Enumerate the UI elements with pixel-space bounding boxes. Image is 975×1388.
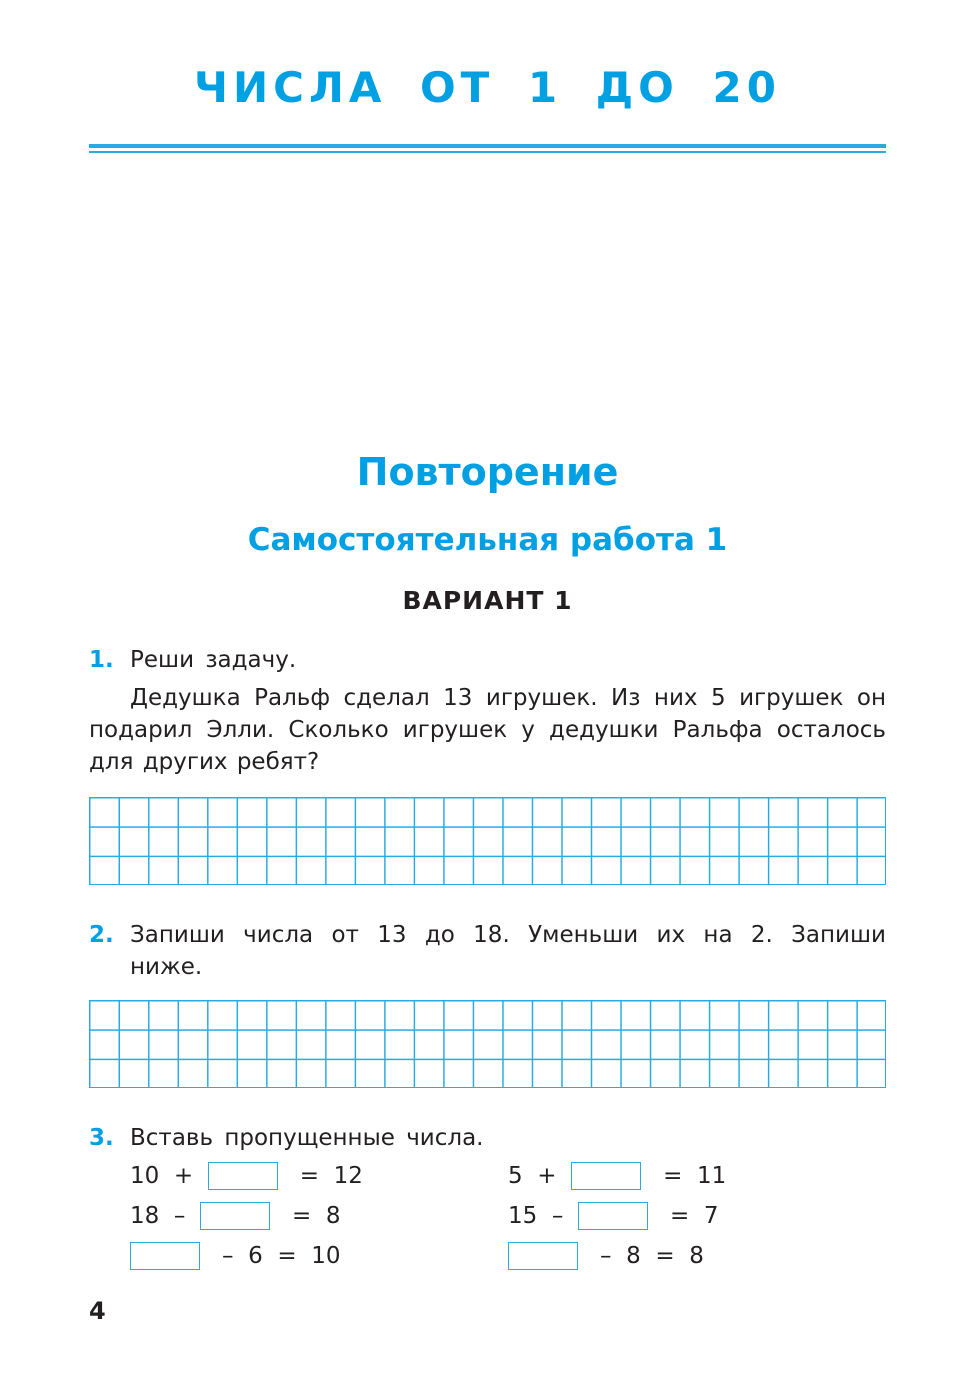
missing-number-input[interactable] [578,1202,648,1230]
task-2-instruction [130,919,886,983]
variant-heading: ВАРИАНТ 1 [402,586,573,615]
page-number: 4 [89,1297,106,1325]
operand-a: 5 [508,1163,523,1189]
problem-line: Дедушка Ральф сделал 13 игрушек. Из них 5 игрушек он [130,685,886,711]
instruction-line: Запиши числа от 13 до 18. Уменьши их на 2. Запиши [130,922,886,948]
missing-number-input[interactable] [200,1202,270,1230]
equation-5 [130,1240,341,1272]
operand-b: 8 [626,1243,641,1269]
missing-number-input[interactable] [130,1242,200,1270]
result: 10 [311,1243,341,1269]
equation-4 [508,1200,719,1232]
result: 8 [689,1243,704,1269]
equals-sign: = [669,1203,690,1229]
operator: – [173,1203,186,1229]
task-1-problem-text [89,682,886,778]
result: 11 [697,1163,727,1189]
header-rule-top [89,144,886,148]
operand-a: 15 [508,1203,538,1229]
result: 12 [333,1163,363,1189]
section-title: Повторение [356,450,619,494]
equation-6 [508,1240,704,1272]
missing-number-input[interactable] [508,1242,578,1270]
missing-number-input[interactable] [571,1162,641,1190]
chapter-title: ЧИСЛА ОТ 1 ДО 20 [194,63,781,112]
operand-b: 6 [248,1243,263,1269]
operator: – [599,1243,612,1269]
equals-sign: = [277,1243,297,1269]
operator: – [551,1203,564,1229]
equals-sign: = [655,1243,675,1269]
work-title: Самостоятельная работа 1 [247,522,728,558]
operand-a: 10 [130,1163,160,1189]
equation-2 [508,1160,726,1192]
header-rule-bottom [89,151,886,153]
missing-number-input[interactable] [208,1162,278,1190]
equation-3 [130,1200,341,1232]
operator: + [537,1163,557,1189]
result: 8 [325,1203,341,1229]
task-1-number: 1. [89,647,114,673]
equals-sign: = [299,1163,320,1189]
operator: – [221,1243,234,1269]
operator: + [173,1163,194,1189]
operand-a: 18 [130,1203,160,1229]
problem-line: подарил Элли. Сколько игрушек у дедушки Ральфа осталось [89,717,886,743]
task-2-number: 2. [89,922,114,948]
answer-grid-2[interactable] [89,1000,886,1088]
instruction-line: ниже. [130,954,203,980]
task-3-number: 3. [89,1125,114,1151]
answer-grid-1[interactable] [89,797,886,885]
equation-1 [130,1160,363,1192]
equals-sign: = [663,1163,683,1189]
problem-line: для других ребят? [89,749,320,775]
task-3-instruction: Вставь пропущенные числа. [130,1125,484,1151]
equals-sign: = [291,1203,312,1229]
task-1-instruction: Реши задачу. [130,647,297,673]
result: 7 [703,1203,719,1229]
